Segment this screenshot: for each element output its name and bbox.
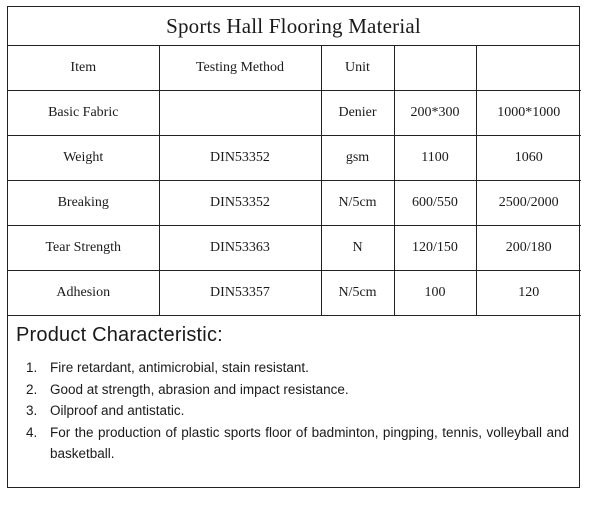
cell-item: Basic Fabric [8, 91, 159, 136]
cell-value-b: 120 [476, 271, 581, 316]
cell-value-a: 120/150 [394, 226, 476, 271]
list-item-number: 3. [26, 403, 38, 418]
header-item: Item [8, 46, 159, 91]
list-item-number: 2. [26, 381, 38, 397]
list-item-text: Good at strength, abrasion and impact resistance. [50, 381, 349, 397]
cell-value-b: 1000*1000 [476, 91, 581, 136]
spec-sheet [7, 6, 580, 488]
list-item-text: For the production of plastic sports floor of badminton, pingping, tennis, volleyball and basketball. [50, 424, 569, 461]
cell-value-b: 200/180 [476, 226, 581, 271]
list-item [26, 400, 573, 422]
cell-method: DIN53363 [159, 226, 321, 271]
characteristics-list [16, 357, 573, 465]
cell-unit: N/5cm [321, 181, 394, 226]
cell-unit: N [321, 226, 394, 271]
cell-item: Tear Strength [8, 226, 159, 271]
cell-item: Weight [8, 136, 159, 181]
cell-unit: N/5cm [321, 271, 394, 316]
characteristics-heading: Product Characteristic: [16, 324, 223, 346]
cell-value-a: 600/550 [394, 181, 476, 226]
cell-item: Adhesion [8, 271, 159, 316]
cell-value-a: 100 [394, 271, 476, 316]
document-title: Sports Hall Flooring Material [8, 7, 579, 46]
header-unit: Unit [321, 46, 394, 91]
list-item [26, 422, 573, 465]
table-row [8, 91, 581, 136]
list-item-number: 1. [26, 360, 38, 375]
header-value-b [476, 46, 581, 91]
cell-value-a: 200*300 [394, 91, 476, 136]
cell-value-b: 2500/2000 [476, 181, 581, 226]
list-item-text: Oilproof and antistatic. [50, 403, 185, 418]
list-item [26, 357, 573, 379]
cell-unit: gsm [321, 136, 394, 181]
characteristics-section [8, 316, 579, 465]
cell-method: DIN53357 [159, 271, 321, 316]
table-row [8, 226, 581, 271]
cell-method: DIN53352 [159, 136, 321, 181]
table-header-row [8, 46, 581, 91]
cell-item: Breaking [8, 181, 159, 226]
list-item-number: 4. [26, 424, 38, 440]
cell-method [159, 91, 321, 136]
list-item [26, 379, 573, 401]
cell-value-a: 1100 [394, 136, 476, 181]
cell-value-b: 1060 [476, 136, 581, 181]
table-row [8, 271, 581, 316]
header-value-a [394, 46, 476, 91]
header-testing-method: Testing Method [159, 46, 321, 91]
cell-unit: Denier [321, 91, 394, 136]
table-row [8, 181, 581, 226]
list-item-text: Fire retardant, antimicrobial, stain resistant. [50, 360, 309, 375]
spec-table [8, 46, 581, 316]
cell-method: DIN53352 [159, 181, 321, 226]
table-row [8, 136, 581, 181]
